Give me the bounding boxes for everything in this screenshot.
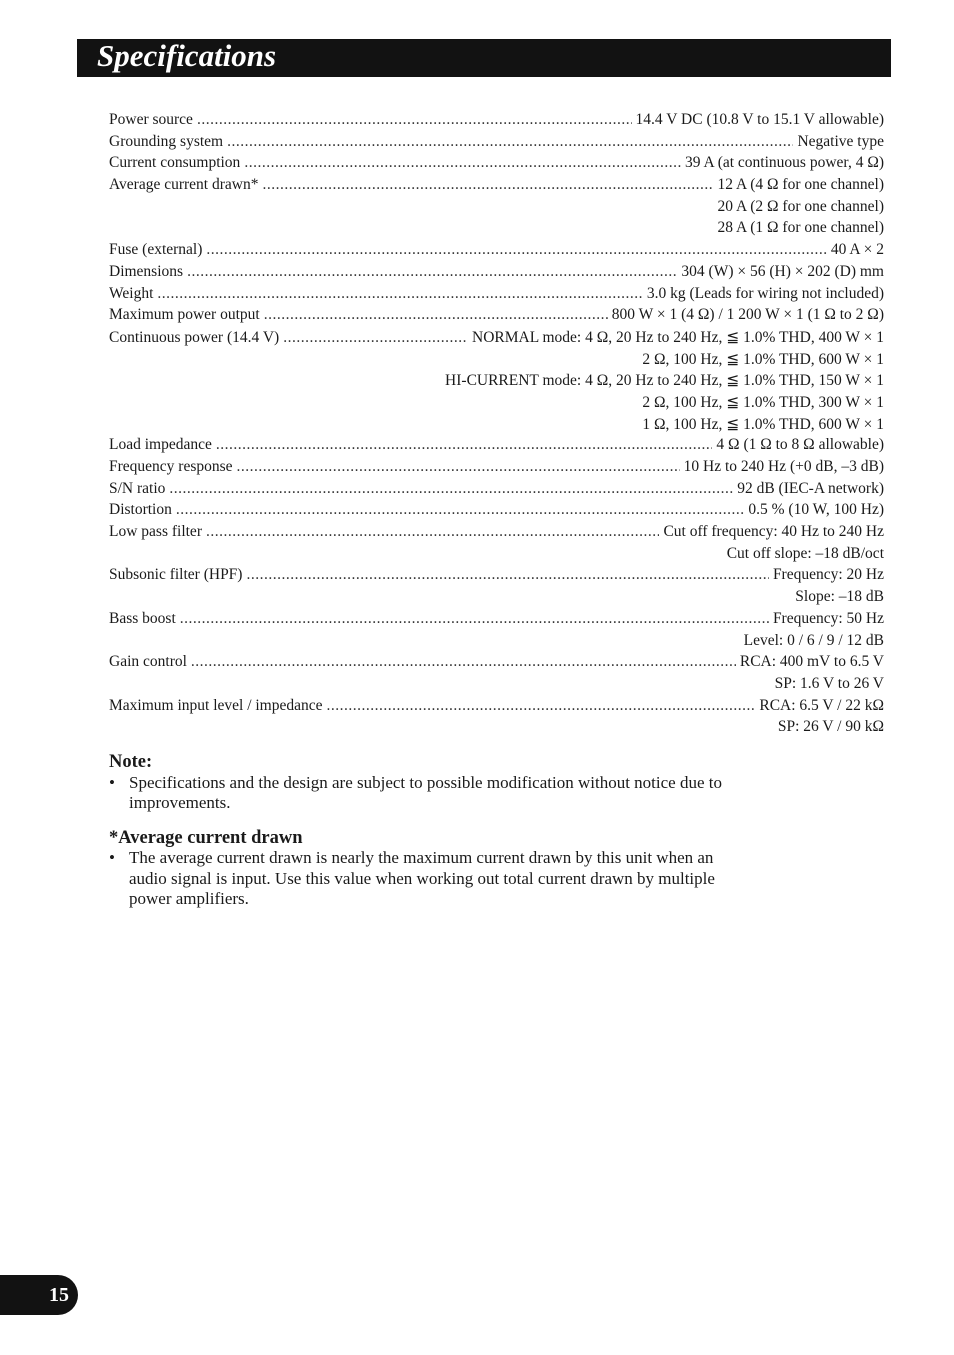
spec-value: 1 Ω, 100 Hz, ≦ 1.0% THD, 600 W × 1 bbox=[642, 415, 884, 433]
spec-value: Level: 0 / 6 / 9 / 12 dB bbox=[743, 631, 884, 649]
dot-leader bbox=[180, 610, 769, 628]
dot-leader bbox=[191, 653, 736, 671]
note-heading: Note: bbox=[109, 752, 153, 772]
dot-leader bbox=[327, 697, 756, 715]
spec-row bbox=[109, 675, 884, 697]
spec-value: 2 Ω, 100 Hz, ≦ 1.0% THD, 600 W × 1 bbox=[642, 350, 884, 368]
spec-row bbox=[109, 632, 884, 654]
dot-leader bbox=[206, 241, 826, 259]
dot-leader bbox=[197, 111, 632, 129]
average-current-item bbox=[109, 848, 729, 910]
average-current-heading: *Average current drawn bbox=[109, 827, 303, 848]
notes-section bbox=[109, 752, 729, 910]
spec-row bbox=[109, 501, 884, 523]
spec-value: Frequency: 20 Hz bbox=[772, 566, 884, 584]
spec-label: Weight bbox=[109, 284, 154, 302]
spec-label: Current consumption bbox=[109, 154, 241, 172]
spec-value: Slope: –18 dB bbox=[795, 588, 884, 606]
title-bar bbox=[77, 39, 891, 77]
spec-row bbox=[109, 133, 884, 155]
spec-label: Load impedance bbox=[109, 436, 212, 454]
dot-leader bbox=[283, 329, 468, 347]
spec-label: Low pass filter bbox=[109, 523, 202, 541]
spec-value: 4 Ω (1 Ω to 8 Ω allowable) bbox=[716, 436, 884, 454]
spec-label: Maximum power output bbox=[109, 306, 260, 324]
spec-label: Dimensions bbox=[109, 262, 184, 280]
spec-label: Continuous power (14.4 V) bbox=[109, 328, 280, 346]
dot-leader bbox=[187, 263, 677, 281]
spec-row bbox=[109, 111, 884, 133]
spec-value: 0.5 % (10 W, 100 Hz) bbox=[748, 501, 884, 519]
dot-leader bbox=[206, 523, 659, 541]
spec-row bbox=[109, 285, 884, 307]
dot-leader bbox=[262, 176, 713, 194]
spec-value: RCA: 6.5 V / 22 kΩ bbox=[759, 696, 884, 714]
bullet-icon: • bbox=[109, 772, 115, 792]
spec-row bbox=[109, 371, 884, 393]
spec-value: 12 A (4 Ω for one channel) bbox=[717, 176, 884, 194]
spec-label: Power source bbox=[109, 111, 193, 128]
spec-label: Subsonic filter (HPF) bbox=[109, 566, 243, 584]
note-list bbox=[109, 773, 729, 814]
spec-label: Maximum input level / impedance bbox=[109, 696, 323, 714]
spec-row bbox=[109, 610, 884, 632]
note-item bbox=[109, 773, 729, 814]
spec-value: 14.4 V DC (10.8 V to 15.1 V allowable) bbox=[635, 111, 884, 128]
spec-value: Cut off slope: –18 dB/oct bbox=[726, 544, 884, 562]
spec-label: Gain control bbox=[109, 653, 187, 671]
dot-leader bbox=[227, 133, 793, 151]
spec-row bbox=[109, 198, 884, 220]
dot-leader bbox=[169, 480, 733, 498]
spec-label: Frequency response bbox=[109, 458, 233, 475]
spec-value: 28 A (1 Ω for one channel) bbox=[717, 219, 884, 237]
dot-leader bbox=[176, 501, 745, 519]
spec-value: RCA: 400 mV to 6.5 V bbox=[739, 653, 884, 671]
spec-table bbox=[109, 111, 884, 740]
spec-value: 3.0 kg (Leads for wiring not included) bbox=[646, 284, 884, 302]
spec-value: 2 Ω, 100 Hz, ≦ 1.0% THD, 300 W × 1 bbox=[642, 393, 884, 411]
spec-row bbox=[109, 263, 884, 285]
dot-leader bbox=[246, 566, 768, 584]
spec-row bbox=[109, 306, 884, 328]
average-current-section bbox=[109, 828, 729, 910]
spec-value: SP: 26 V / 90 kΩ bbox=[777, 718, 884, 736]
spec-row bbox=[109, 545, 884, 567]
spec-row bbox=[109, 350, 884, 372]
spec-row bbox=[109, 241, 884, 263]
spec-row bbox=[109, 176, 884, 198]
spec-row bbox=[109, 154, 884, 176]
spec-row bbox=[109, 588, 884, 610]
dot-leader bbox=[264, 306, 608, 324]
spec-label: Grounding system bbox=[109, 132, 224, 150]
note-text: Specifications and the design are subject to possible modification without notice due to improvements. bbox=[129, 772, 722, 812]
spec-label: Bass boost bbox=[109, 609, 176, 627]
spec-label: Fuse (external) bbox=[109, 241, 203, 259]
dot-leader bbox=[216, 436, 713, 454]
page-number: 15 bbox=[0, 1275, 78, 1315]
spec-value: SP: 1.6 V to 26 V bbox=[774, 674, 884, 692]
spec-value: NORMAL mode: 4 Ω, 20 Hz to 240 Hz, ≦ 1.0% THD, 400 W × 1 bbox=[472, 328, 884, 346]
spec-row bbox=[109, 653, 884, 675]
spec-value: 40 A × 2 bbox=[830, 241, 884, 259]
spec-value: 800 W × 1 (4 Ω) / 1 200 W × 1 (1 Ω to 2 Ω) bbox=[611, 306, 884, 324]
spec-label: Distortion bbox=[109, 501, 172, 519]
spec-row bbox=[109, 566, 884, 588]
spec-value: 10 Hz to 240 Hz (+0 dB, –3 dB) bbox=[683, 458, 884, 475]
average-current-list bbox=[109, 848, 729, 910]
spec-value: 20 A (2 Ω for one channel) bbox=[717, 197, 884, 215]
dot-leader bbox=[244, 154, 681, 172]
spec-row bbox=[109, 480, 884, 502]
spec-row bbox=[109, 436, 884, 458]
spec-value: 39 A (at continuous power, 4 Ω) bbox=[684, 154, 884, 172]
spec-row bbox=[109, 328, 884, 350]
spec-value: Cut off frequency: 40 Hz to 240 Hz bbox=[663, 523, 884, 541]
bullet-icon: • bbox=[109, 848, 115, 867]
spec-row bbox=[109, 393, 884, 415]
spec-value: Negative type bbox=[797, 132, 884, 150]
spec-row bbox=[109, 523, 884, 545]
spec-value: 92 dB (IEC-A network) bbox=[737, 479, 884, 497]
spec-value: Frequency: 50 Hz bbox=[772, 609, 884, 627]
spec-row bbox=[109, 415, 884, 437]
spec-value: 304 (W) × 56 (H) × 202 (D) mm bbox=[681, 262, 884, 280]
spec-value: HI-CURRENT mode: 4 Ω, 20 Hz to 240 Hz, ≦ 1.0% THD, 150 W × 1 bbox=[445, 372, 884, 390]
page-title: Specifications bbox=[97, 38, 277, 73]
spec-row bbox=[109, 219, 884, 241]
spec-row bbox=[109, 718, 884, 740]
spec-row bbox=[109, 458, 884, 480]
spec-label: S/N ratio bbox=[109, 479, 166, 497]
dot-leader bbox=[237, 458, 680, 476]
spec-label: Average current drawn* bbox=[109, 176, 259, 194]
average-current-text: The average current drawn is nearly the maximum current drawn by this unit when an audio signal is input. Use this value when working out total current drawn by multiple power amplifiers. bbox=[129, 848, 715, 908]
dot-leader bbox=[157, 285, 642, 303]
spec-row bbox=[109, 697, 884, 719]
